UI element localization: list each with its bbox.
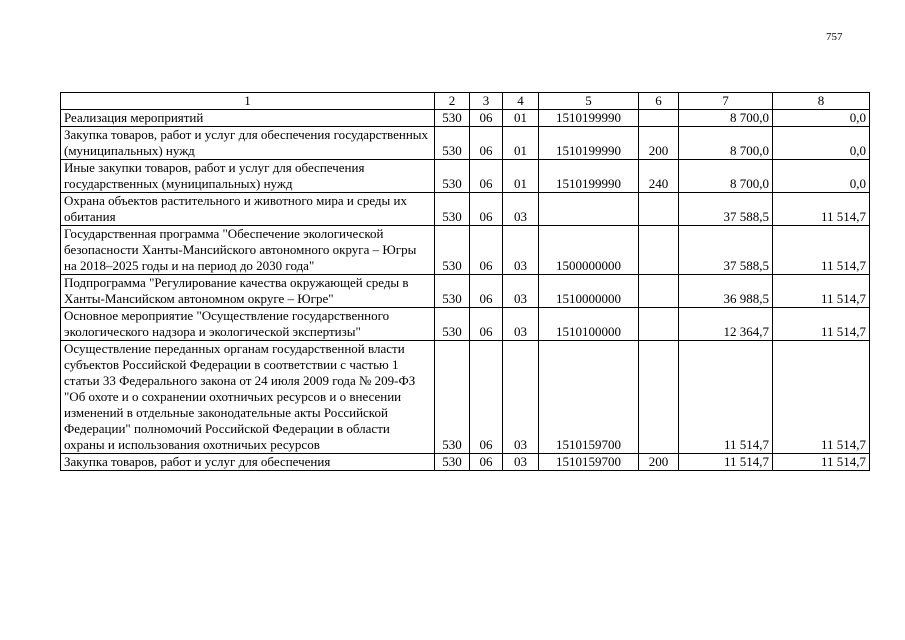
row-target-article: 1510199990 [539,160,639,193]
row-section: 06 [470,275,503,308]
row-amount-1: 12 364,7 [679,308,773,341]
row-name: Закупка товаров, работ и услуг для обеспечения государственных (муниципальных) нужд [61,127,435,160]
row-target-article: 1510199990 [539,110,639,127]
table-row [61,226,870,275]
row-admin-code: 530 [435,226,470,275]
row-subsection: 03 [503,308,539,341]
row-amount-2: 0,0 [773,127,870,160]
row-target-article: 1510000000 [539,275,639,308]
row-subsection: 03 [503,341,539,454]
row-admin-code: 530 [435,110,470,127]
row-amount-1: 37 588,5 [679,193,773,226]
row-expense-type: 240 [639,160,679,193]
row-admin-code: 530 [435,341,470,454]
row-name: Иные закупки товаров, работ и услуг для обеспечения государственных (муниципальных) нужд [61,160,435,193]
row-expense-type: 200 [639,127,679,160]
column-header: 5 [539,93,639,110]
column-header: 6 [639,93,679,110]
row-name: Подпрограмма "Регулирование качества окружающей среды в Ханты-Мансийском автономном округе – Югре" [61,275,435,308]
row-expense-type [639,275,679,308]
row-amount-2: 0,0 [773,110,870,127]
row-admin-code: 530 [435,308,470,341]
row-expense-type [639,341,679,454]
row-subsection: 03 [503,226,539,275]
row-target-article: 1510199990 [539,127,639,160]
row-amount-2: 11 514,7 [773,341,870,454]
row-amount-1: 36 988,5 [679,275,773,308]
row-section: 06 [470,193,503,226]
table-row [61,341,870,454]
row-expense-type [639,193,679,226]
table-row [61,160,870,193]
row-target-article [539,193,639,226]
row-section: 06 [470,454,503,471]
row-amount-1: 37 588,5 [679,226,773,275]
row-expense-type: 200 [639,454,679,471]
row-name: Охрана объектов растительного и животного мира и среды их обитания [61,193,435,226]
row-amount-1: 8 700,0 [679,127,773,160]
row-amount-2: 11 514,7 [773,193,870,226]
column-header: 8 [773,93,870,110]
page-number: 757 [826,31,843,43]
row-amount-2: 11 514,7 [773,275,870,308]
table-row [61,308,870,341]
header-row [61,93,870,110]
row-amount-1: 8 700,0 [679,160,773,193]
row-amount-2: 11 514,7 [773,308,870,341]
row-subsection: 03 [503,193,539,226]
row-name: Закупка товаров, работ и услуг для обеспечения [61,454,435,471]
row-name: Реализация мероприятий [61,110,435,127]
budget-table [60,92,870,471]
row-target-article: 1510100000 [539,308,639,341]
row-target-article: 1510159700 [539,454,639,471]
row-section: 06 [470,160,503,193]
table-row [61,127,870,160]
row-subsection: 01 [503,160,539,193]
row-amount-2: 11 514,7 [773,226,870,275]
row-section: 06 [470,226,503,275]
row-expense-type [639,226,679,275]
row-subsection: 01 [503,127,539,160]
row-section: 06 [470,127,503,160]
row-name: Основное мероприятие "Осуществление государственного экологического надзора и экологической экспертизы" [61,308,435,341]
table-row [61,110,870,127]
row-section: 06 [470,341,503,454]
row-admin-code: 530 [435,127,470,160]
row-amount-1: 11 514,7 [679,454,773,471]
row-subsection: 01 [503,110,539,127]
row-section: 06 [470,308,503,341]
row-section: 06 [470,110,503,127]
row-amount-2: 0,0 [773,160,870,193]
row-subsection: 03 [503,275,539,308]
row-admin-code: 530 [435,160,470,193]
row-admin-code: 530 [435,454,470,471]
column-header: 4 [503,93,539,110]
row-admin-code: 530 [435,275,470,308]
row-name: Осуществление переданных органам государственной власти субъектов Российской Федерации в соответствии с частью 1 статьи 33 Федерального закона от 24 июля 2009 года № 209-ФЗ "Об охоте и о сохранении охотничьих ресурсов и о внесении изменений в отдельные законодательные акты Российской Федерации" полномочий Российской Федерации в области охраны и использования охотничьих ресурсов [61,341,435,454]
row-target-article: 1500000000 [539,226,639,275]
row-amount-1: 8 700,0 [679,110,773,127]
row-amount-2: 11 514,7 [773,454,870,471]
column-header: 7 [679,93,773,110]
column-header: 3 [470,93,503,110]
row-target-article: 1510159700 [539,341,639,454]
row-admin-code: 530 [435,193,470,226]
table-row [61,275,870,308]
table-row [61,193,870,226]
column-header: 1 [61,93,435,110]
row-subsection: 03 [503,454,539,471]
row-amount-1: 11 514,7 [679,341,773,454]
row-expense-type [639,110,679,127]
row-expense-type [639,308,679,341]
row-name: Государственная программа "Обеспечение экологической безопасности Ханты-Мансийского автономного округа – Югры на 2018–2025 годы и на период до 2030 года" [61,226,435,275]
column-header: 2 [435,93,470,110]
table-row [61,454,870,471]
